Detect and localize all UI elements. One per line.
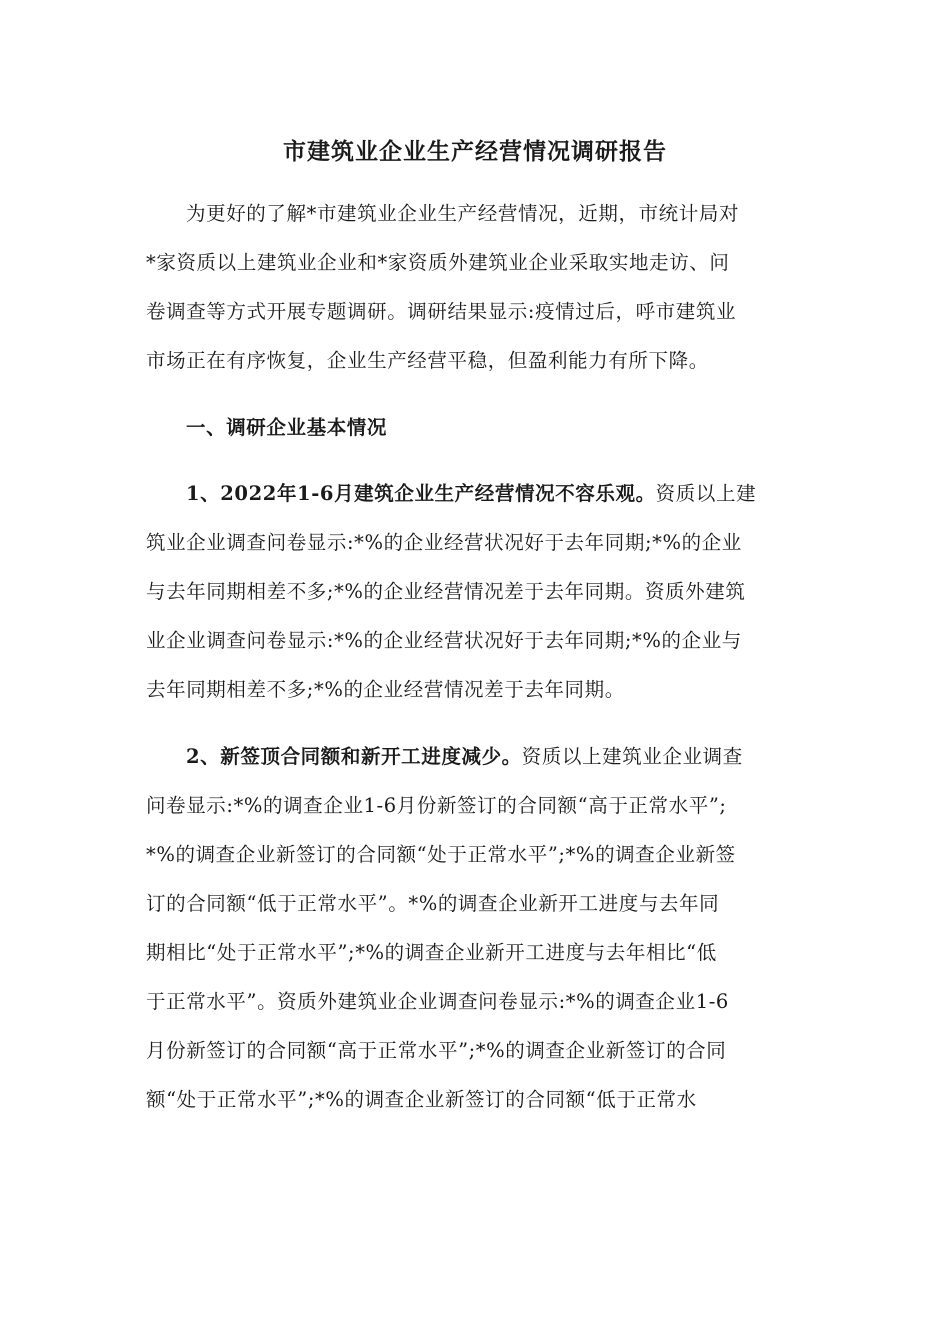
item2-first-rest: 资质以上建筑业企业调查 [521,745,743,768]
intro-line-3: 卷调查等方式开展专题调研。调研结果显示:疫情过后，呼市建筑业 [146,300,737,323]
item2-heading: 2、新签顶合同额和新开工进度减少。 [186,745,522,768]
intro-line-2: *家资质以上建筑业企业和*家资质外建筑业企业采取实地走访、问 [146,251,730,274]
intro-line-4: 市场正在有序恢复，企业生产经营平稳，但盈利能力有所下降。 [146,349,709,372]
item2-line-5: 期相比“处于正常水平”;*%的调查企业新开工进度与去年相比“低 [146,941,717,964]
item2-line-3: *%的调查企业新签订的合同额“处于正常水平”;*%的调查企业新签 [146,843,736,866]
item1-line-4: 业企业调查问卷显示:*%的企业经营状况好于去年同期;*%的企业与 [146,629,742,652]
item1-first-rest: 资质以上建 [655,482,757,505]
section-heading: 一、调研企业基本情况 [186,416,388,439]
intro-line-1: 为更好的了解*市建筑业企业生产经营情况，近期，市统计局对 [186,202,740,225]
item1-line-3: 与去年同期相差不多;*%的企业经营情况差于去年同期。资质外建筑 [146,580,746,603]
item2-line-7: 月份新签订的合同额“高于正常水平”;*%的调查企业新签订的合同 [146,1039,727,1062]
item1-first-line [186,476,826,512]
item2-first-line [186,739,826,775]
item2-line-2: 问卷显示:*%的调查企业1-6月份新签订的合同额“高于正常水平”; [146,794,727,817]
item2-line-6: 于正常水平”。资质外建筑业企业调查问卷显示:*%的调查企业1-6 [146,990,729,1013]
item1-line-2: 筑业企业调查问卷显示:*%的企业经营状况好于去年同期;*%的企业 [146,531,742,554]
item2-line-8: 额“处于正常水平”;*%的调查企业新签订的合同额“低于正常水 [146,1088,697,1111]
document-title: 市建筑业企业生产经营情况调研报告 [283,138,667,165]
item2-line-4: 订的合同额“低于正常水平”。*%的调查企业新开工进度与去年同 [146,892,720,915]
item1-heading: 1、2022年1-6月建筑企业生产经营情况不容乐观。 [186,482,656,505]
item1-line-5: 去年同期相差不多;*%的企业经营情况差于去年同期。 [146,678,625,701]
